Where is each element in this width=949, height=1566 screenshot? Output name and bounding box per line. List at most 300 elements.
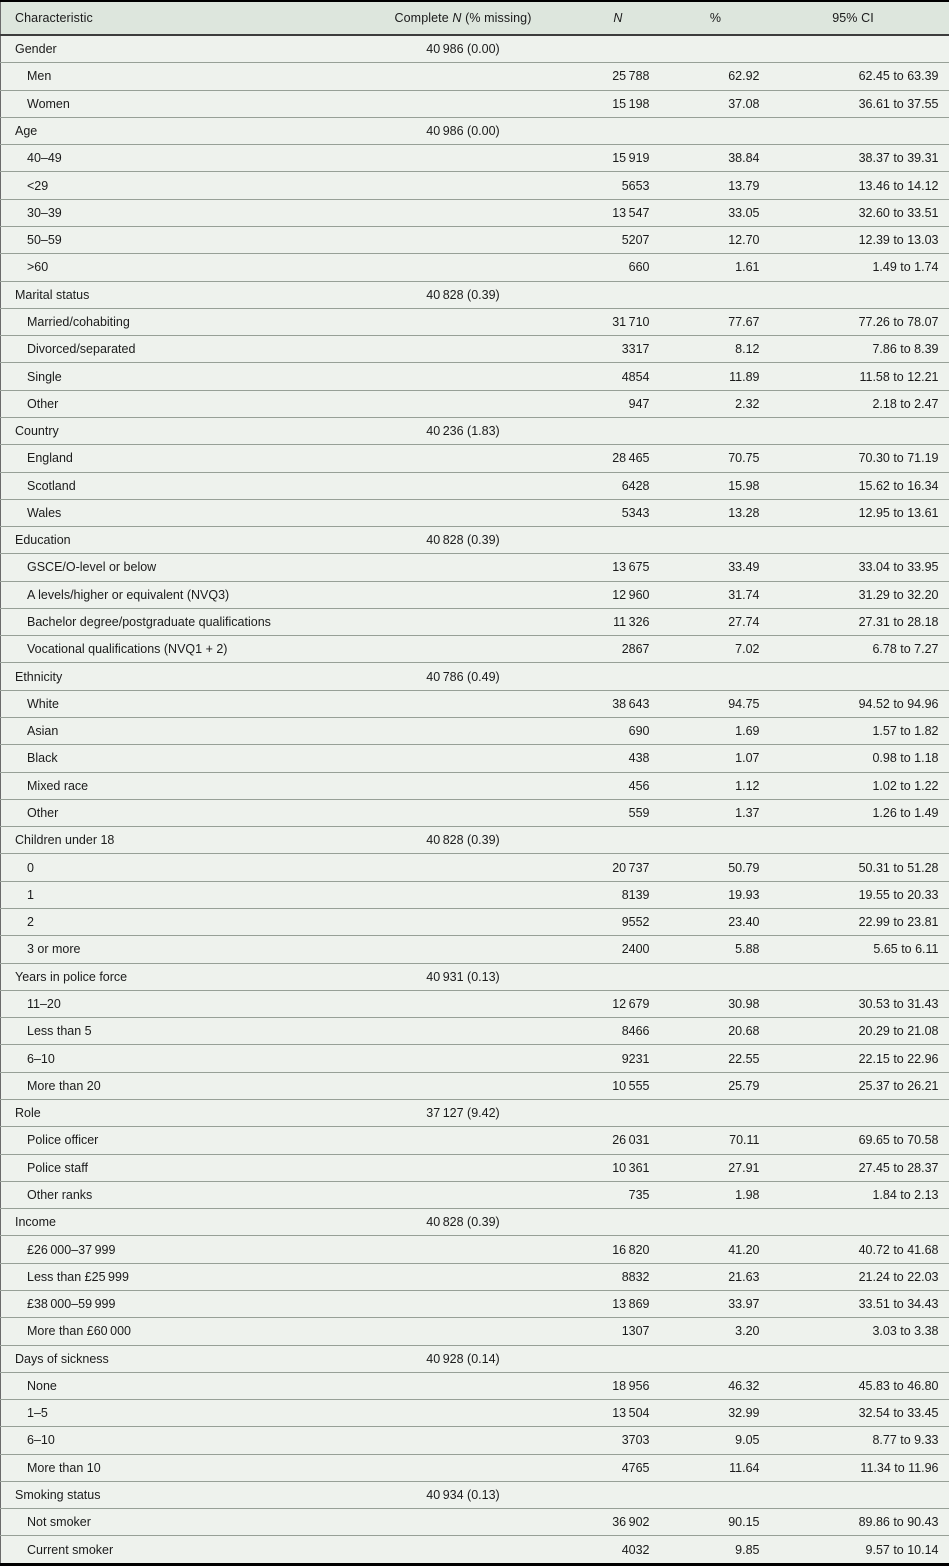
item-label: More than 20 bbox=[1, 1072, 351, 1099]
n-value: 559 bbox=[576, 799, 661, 826]
ci-value: 27.31 to 28.18 bbox=[771, 608, 949, 635]
item-row bbox=[1, 1236, 949, 1263]
ci-value: 38.37 to 39.31 bbox=[771, 145, 949, 172]
n-value: 4854 bbox=[576, 363, 661, 390]
item-label: 3 or more bbox=[1, 936, 351, 963]
complete-n-value bbox=[351, 1454, 576, 1481]
pct-value: 23.40 bbox=[661, 909, 771, 936]
ci-value: 94.52 to 94.96 bbox=[771, 690, 949, 717]
pct-value: 22.55 bbox=[661, 1045, 771, 1072]
n-value bbox=[576, 1345, 661, 1372]
pct-value: 50.79 bbox=[661, 854, 771, 881]
ci-value: 32.54 to 33.45 bbox=[771, 1400, 949, 1427]
n-value: 12 960 bbox=[576, 581, 661, 608]
n-value: 1307 bbox=[576, 1318, 661, 1345]
n-value: 28 465 bbox=[576, 445, 661, 472]
ci-value: 1.49 to 1.74 bbox=[771, 254, 949, 281]
complete-n-value bbox=[351, 1154, 576, 1181]
n-value: 20 737 bbox=[576, 854, 661, 881]
section-row bbox=[1, 1099, 949, 1126]
item-row bbox=[1, 881, 949, 908]
ci-value: 40.72 to 41.68 bbox=[771, 1236, 949, 1263]
section-label: Years in police force bbox=[1, 963, 351, 990]
item-row bbox=[1, 936, 949, 963]
pct-value: 27.91 bbox=[661, 1154, 771, 1181]
ci-value: 7.86 to 8.39 bbox=[771, 336, 949, 363]
header-row bbox=[1, 1, 949, 35]
item-row bbox=[1, 363, 949, 390]
section-label: Education bbox=[1, 527, 351, 554]
n-value: 12 679 bbox=[576, 990, 661, 1017]
n-value: 660 bbox=[576, 254, 661, 281]
ci-value: 25.37 to 26.21 bbox=[771, 1072, 949, 1099]
item-row bbox=[1, 718, 949, 745]
item-label: 2 bbox=[1, 909, 351, 936]
ci-value: 31.29 to 32.20 bbox=[771, 581, 949, 608]
ci-value: 8.77 to 9.33 bbox=[771, 1427, 949, 1454]
item-row bbox=[1, 445, 949, 472]
item-row bbox=[1, 472, 949, 499]
pct-value: 7.02 bbox=[661, 636, 771, 663]
item-label: 6–10 bbox=[1, 1045, 351, 1072]
header-complete-n-italic: N bbox=[452, 11, 461, 25]
item-label: 40–49 bbox=[1, 145, 351, 172]
header-percent bbox=[661, 1, 771, 35]
complete-n-value bbox=[351, 1372, 576, 1399]
item-label: 30–39 bbox=[1, 199, 351, 226]
ci-value: 12.95 to 13.61 bbox=[771, 499, 949, 526]
n-value bbox=[576, 35, 661, 63]
n-value bbox=[576, 1209, 661, 1236]
complete-n-value: 40 786 (0.49) bbox=[351, 663, 576, 690]
pct-value bbox=[661, 827, 771, 854]
n-value bbox=[576, 527, 661, 554]
header-complete-n-suffix: (% missing) bbox=[462, 11, 532, 25]
header-characteristic bbox=[1, 1, 351, 35]
header-n bbox=[576, 1, 661, 35]
pct-value: 11.89 bbox=[661, 363, 771, 390]
complete-n-value bbox=[351, 554, 576, 581]
pct-value: 1.37 bbox=[661, 799, 771, 826]
item-label: £26 000–37 999 bbox=[1, 1236, 351, 1263]
pct-value: 11.64 bbox=[661, 1454, 771, 1481]
complete-n-value bbox=[351, 390, 576, 417]
ci-value: 15.62 to 16.34 bbox=[771, 472, 949, 499]
n-value: 11 326 bbox=[576, 608, 661, 635]
item-row bbox=[1, 854, 949, 881]
pct-value bbox=[661, 663, 771, 690]
pct-value: 3.20 bbox=[661, 1318, 771, 1345]
item-row bbox=[1, 990, 949, 1017]
ci-value bbox=[771, 1209, 949, 1236]
complete-n-value bbox=[351, 1045, 576, 1072]
section-row bbox=[1, 1209, 949, 1236]
ci-value bbox=[771, 35, 949, 63]
complete-n-value bbox=[351, 145, 576, 172]
n-value bbox=[576, 663, 661, 690]
pct-value bbox=[661, 963, 771, 990]
item-row bbox=[1, 308, 949, 335]
item-label: Other ranks bbox=[1, 1181, 351, 1208]
ci-value: 11.58 to 12.21 bbox=[771, 363, 949, 390]
n-value: 8139 bbox=[576, 881, 661, 908]
pct-value: 1.12 bbox=[661, 772, 771, 799]
section-label: Role bbox=[1, 1099, 351, 1126]
item-label: Divorced/separated bbox=[1, 336, 351, 363]
pct-value: 33.49 bbox=[661, 554, 771, 581]
n-value: 13 869 bbox=[576, 1290, 661, 1317]
pct-value bbox=[661, 281, 771, 308]
header-ci bbox=[771, 1, 949, 35]
ci-value: 50.31 to 51.28 bbox=[771, 854, 949, 881]
complete-n-value bbox=[351, 1427, 576, 1454]
item-row bbox=[1, 554, 949, 581]
ci-value: 30.53 to 31.43 bbox=[771, 990, 949, 1017]
item-row bbox=[1, 226, 949, 253]
item-row bbox=[1, 1509, 949, 1536]
ci-value: 1.57 to 1.82 bbox=[771, 718, 949, 745]
n-value: 2400 bbox=[576, 936, 661, 963]
n-value: 13 504 bbox=[576, 1400, 661, 1427]
complete-n-value bbox=[351, 718, 576, 745]
complete-n-value bbox=[351, 1400, 576, 1427]
n-value bbox=[576, 827, 661, 854]
item-row bbox=[1, 636, 949, 663]
item-label: None bbox=[1, 1372, 351, 1399]
ci-value bbox=[771, 1345, 949, 1372]
section-label: Country bbox=[1, 417, 351, 444]
item-row bbox=[1, 772, 949, 799]
item-label: More than £60 000 bbox=[1, 1318, 351, 1345]
complete-n-value bbox=[351, 745, 576, 772]
complete-n-value bbox=[351, 909, 576, 936]
section-row bbox=[1, 663, 949, 690]
pct-value bbox=[661, 1481, 771, 1508]
ci-value: 22.99 to 23.81 bbox=[771, 909, 949, 936]
header-ci-label: 95% CI bbox=[832, 11, 874, 25]
item-row bbox=[1, 608, 949, 635]
item-label: Police officer bbox=[1, 1127, 351, 1154]
pct-value: 21.63 bbox=[661, 1263, 771, 1290]
ci-value bbox=[771, 417, 949, 444]
section-label: Children under 18 bbox=[1, 827, 351, 854]
pct-value bbox=[661, 1209, 771, 1236]
pct-value: 13.28 bbox=[661, 499, 771, 526]
ci-value: 89.86 to 90.43 bbox=[771, 1509, 949, 1536]
complete-n-value bbox=[351, 1536, 576, 1564]
item-label: 11–20 bbox=[1, 990, 351, 1017]
section-label: Gender bbox=[1, 35, 351, 63]
ci-value: 45.83 to 46.80 bbox=[771, 1372, 949, 1399]
ci-value: 2.18 to 2.47 bbox=[771, 390, 949, 417]
item-row bbox=[1, 1318, 949, 1345]
item-label: Current smoker bbox=[1, 1536, 351, 1564]
item-label: Vocational qualifications (NVQ1 + 2) bbox=[1, 636, 351, 663]
pct-value: 41.20 bbox=[661, 1236, 771, 1263]
section-row bbox=[1, 281, 949, 308]
ci-value: 36.61 to 37.55 bbox=[771, 90, 949, 117]
item-row bbox=[1, 799, 949, 826]
item-row bbox=[1, 1454, 949, 1481]
n-value: 4032 bbox=[576, 1536, 661, 1564]
item-label: 6–10 bbox=[1, 1427, 351, 1454]
complete-n-value bbox=[351, 1018, 576, 1045]
ci-value: 19.55 to 20.33 bbox=[771, 881, 949, 908]
complete-n-value bbox=[351, 445, 576, 472]
complete-n-value: 40 828 (0.39) bbox=[351, 827, 576, 854]
item-label: >60 bbox=[1, 254, 351, 281]
complete-n-value bbox=[351, 1263, 576, 1290]
pct-value: 38.84 bbox=[661, 145, 771, 172]
item-row bbox=[1, 1045, 949, 1072]
complete-n-value: 40 986 (0.00) bbox=[351, 117, 576, 144]
section-row bbox=[1, 35, 949, 63]
n-value: 26 031 bbox=[576, 1127, 661, 1154]
item-row bbox=[1, 499, 949, 526]
item-label: Mixed race bbox=[1, 772, 351, 799]
n-value: 38 643 bbox=[576, 690, 661, 717]
n-value: 690 bbox=[576, 718, 661, 745]
item-row bbox=[1, 90, 949, 117]
pct-value: 30.98 bbox=[661, 990, 771, 1017]
n-value: 2867 bbox=[576, 636, 661, 663]
header-complete-n-prefix: Complete bbox=[395, 11, 453, 25]
pct-value: 19.93 bbox=[661, 881, 771, 908]
section-row bbox=[1, 1481, 949, 1508]
ci-value: 32.60 to 33.51 bbox=[771, 199, 949, 226]
complete-n-value: 37 127 (9.42) bbox=[351, 1099, 576, 1126]
complete-n-value bbox=[351, 199, 576, 226]
header-characteristic-label: Characteristic bbox=[15, 11, 93, 25]
item-label: Men bbox=[1, 63, 351, 90]
pct-value: 70.75 bbox=[661, 445, 771, 472]
ci-value: 77.26 to 78.07 bbox=[771, 308, 949, 335]
complete-n-value bbox=[351, 63, 576, 90]
pct-value: 27.74 bbox=[661, 608, 771, 635]
item-label: More than 10 bbox=[1, 1454, 351, 1481]
complete-n-value: 40 828 (0.39) bbox=[351, 1209, 576, 1236]
pct-value bbox=[661, 1099, 771, 1126]
n-value bbox=[576, 1481, 661, 1508]
n-value: 36 902 bbox=[576, 1509, 661, 1536]
n-value bbox=[576, 117, 661, 144]
ci-value: 12.39 to 13.03 bbox=[771, 226, 949, 253]
complete-n-value bbox=[351, 1181, 576, 1208]
item-row bbox=[1, 1536, 949, 1564]
item-label: Less than £25 999 bbox=[1, 1263, 351, 1290]
item-label: £38 000–59 999 bbox=[1, 1290, 351, 1317]
section-label: Smoking status bbox=[1, 1481, 351, 1508]
section-row bbox=[1, 417, 949, 444]
item-label: 1 bbox=[1, 881, 351, 908]
complete-n-value bbox=[351, 472, 576, 499]
n-value: 9552 bbox=[576, 909, 661, 936]
n-value: 9231 bbox=[576, 1045, 661, 1072]
ci-value: 33.51 to 34.43 bbox=[771, 1290, 949, 1317]
complete-n-value: 40 828 (0.39) bbox=[351, 527, 576, 554]
item-label: 50–59 bbox=[1, 226, 351, 253]
complete-n-value bbox=[351, 499, 576, 526]
n-value: 6428 bbox=[576, 472, 661, 499]
ci-value: 3.03 to 3.38 bbox=[771, 1318, 949, 1345]
item-row bbox=[1, 690, 949, 717]
n-value: 5343 bbox=[576, 499, 661, 526]
header-percent-label: % bbox=[710, 11, 721, 25]
pct-value: 9.05 bbox=[661, 1427, 771, 1454]
pct-value: 9.85 bbox=[661, 1536, 771, 1564]
complete-n-value: 40 934 (0.13) bbox=[351, 1481, 576, 1508]
ci-value: 20.29 to 21.08 bbox=[771, 1018, 949, 1045]
n-value: 5207 bbox=[576, 226, 661, 253]
ci-value: 22.15 to 22.96 bbox=[771, 1045, 949, 1072]
item-row bbox=[1, 745, 949, 772]
section-row bbox=[1, 527, 949, 554]
item-label: Scotland bbox=[1, 472, 351, 499]
complete-n-value bbox=[351, 1318, 576, 1345]
item-label: White bbox=[1, 690, 351, 717]
pct-value: 33.05 bbox=[661, 199, 771, 226]
pct-value: 1.61 bbox=[661, 254, 771, 281]
ci-value: 21.24 to 22.03 bbox=[771, 1263, 949, 1290]
table-header bbox=[1, 1, 949, 35]
pct-value: 1.07 bbox=[661, 745, 771, 772]
ci-value: 1.02 to 1.22 bbox=[771, 772, 949, 799]
complete-n-value: 40 236 (1.83) bbox=[351, 417, 576, 444]
item-label: <29 bbox=[1, 172, 351, 199]
pct-value: 77.67 bbox=[661, 308, 771, 335]
n-value: 3703 bbox=[576, 1427, 661, 1454]
pct-value: 15.98 bbox=[661, 472, 771, 499]
complete-n-value bbox=[351, 1127, 576, 1154]
ci-value bbox=[771, 527, 949, 554]
complete-n-value: 40 931 (0.13) bbox=[351, 963, 576, 990]
item-label: 1–5 bbox=[1, 1400, 351, 1427]
complete-n-value bbox=[351, 308, 576, 335]
header-n-label: N bbox=[613, 11, 622, 25]
section-label: Age bbox=[1, 117, 351, 144]
item-row bbox=[1, 581, 949, 608]
n-value: 15 919 bbox=[576, 145, 661, 172]
pct-value: 25.79 bbox=[661, 1072, 771, 1099]
n-value: 13 675 bbox=[576, 554, 661, 581]
ci-value: 11.34 to 11.96 bbox=[771, 1454, 949, 1481]
ci-value: 6.78 to 7.27 bbox=[771, 636, 949, 663]
complete-n-value: 40 928 (0.14) bbox=[351, 1345, 576, 1372]
item-row bbox=[1, 199, 949, 226]
ci-value: 69.65 to 70.58 bbox=[771, 1127, 949, 1154]
complete-n-value bbox=[351, 990, 576, 1017]
item-row bbox=[1, 1290, 949, 1317]
pct-value: 5.88 bbox=[661, 936, 771, 963]
complete-n-value bbox=[351, 363, 576, 390]
complete-n-value: 40 986 (0.00) bbox=[351, 35, 576, 63]
pct-value: 8.12 bbox=[661, 336, 771, 363]
ci-value: 9.57 to 10.14 bbox=[771, 1536, 949, 1564]
complete-n-value bbox=[351, 90, 576, 117]
ci-value: 33.04 to 33.95 bbox=[771, 554, 949, 581]
ci-value: 0.98 to 1.18 bbox=[771, 745, 949, 772]
pct-value: 1.98 bbox=[661, 1181, 771, 1208]
item-row bbox=[1, 1372, 949, 1399]
n-value: 456 bbox=[576, 772, 661, 799]
section-row bbox=[1, 963, 949, 990]
pct-value: 46.32 bbox=[661, 1372, 771, 1399]
n-value bbox=[576, 1099, 661, 1126]
ci-value: 27.45 to 28.37 bbox=[771, 1154, 949, 1181]
table-body bbox=[1, 35, 949, 1564]
item-label: Other bbox=[1, 799, 351, 826]
item-row bbox=[1, 390, 949, 417]
ci-value bbox=[771, 1481, 949, 1508]
complete-n-value bbox=[351, 226, 576, 253]
pct-value bbox=[661, 527, 771, 554]
item-row bbox=[1, 1181, 949, 1208]
ci-value bbox=[771, 1099, 949, 1126]
item-label: GSCE/O-level or below bbox=[1, 554, 351, 581]
pct-value bbox=[661, 417, 771, 444]
complete-n-value bbox=[351, 1236, 576, 1263]
item-row bbox=[1, 145, 949, 172]
section-label: Days of sickness bbox=[1, 1345, 351, 1372]
n-value: 5653 bbox=[576, 172, 661, 199]
n-value: 18 956 bbox=[576, 1372, 661, 1399]
n-value: 4765 bbox=[576, 1454, 661, 1481]
item-label: Police staff bbox=[1, 1154, 351, 1181]
pct-value: 94.75 bbox=[661, 690, 771, 717]
section-label: Income bbox=[1, 1209, 351, 1236]
complete-n-value bbox=[351, 254, 576, 281]
item-row bbox=[1, 1072, 949, 1099]
complete-n-value: 40 828 (0.39) bbox=[351, 281, 576, 308]
item-row bbox=[1, 63, 949, 90]
item-label: Other bbox=[1, 390, 351, 417]
item-label: Married/cohabiting bbox=[1, 308, 351, 335]
n-value: 3317 bbox=[576, 336, 661, 363]
pct-value: 90.15 bbox=[661, 1509, 771, 1536]
pct-value bbox=[661, 117, 771, 144]
section-row bbox=[1, 827, 949, 854]
complete-n-value bbox=[351, 1072, 576, 1099]
item-label: Women bbox=[1, 90, 351, 117]
n-value bbox=[576, 417, 661, 444]
n-value: 15 198 bbox=[576, 90, 661, 117]
pct-value: 31.74 bbox=[661, 581, 771, 608]
ci-value bbox=[771, 963, 949, 990]
item-row bbox=[1, 1154, 949, 1181]
item-label: England bbox=[1, 445, 351, 472]
complete-n-value bbox=[351, 772, 576, 799]
item-label: 0 bbox=[1, 854, 351, 881]
item-row bbox=[1, 336, 949, 363]
n-value: 8466 bbox=[576, 1018, 661, 1045]
item-label: Single bbox=[1, 363, 351, 390]
item-label: Black bbox=[1, 745, 351, 772]
complete-n-value bbox=[351, 608, 576, 635]
pct-value: 37.08 bbox=[661, 90, 771, 117]
item-row bbox=[1, 1263, 949, 1290]
item-label: Asian bbox=[1, 718, 351, 745]
n-value: 25 788 bbox=[576, 63, 661, 90]
item-row bbox=[1, 254, 949, 281]
complete-n-value bbox=[351, 690, 576, 717]
ci-value bbox=[771, 117, 949, 144]
complete-n-value bbox=[351, 1290, 576, 1317]
complete-n-value bbox=[351, 336, 576, 363]
item-row bbox=[1, 909, 949, 936]
section-row bbox=[1, 117, 949, 144]
complete-n-value bbox=[351, 854, 576, 881]
ci-value: 1.84 to 2.13 bbox=[771, 1181, 949, 1208]
